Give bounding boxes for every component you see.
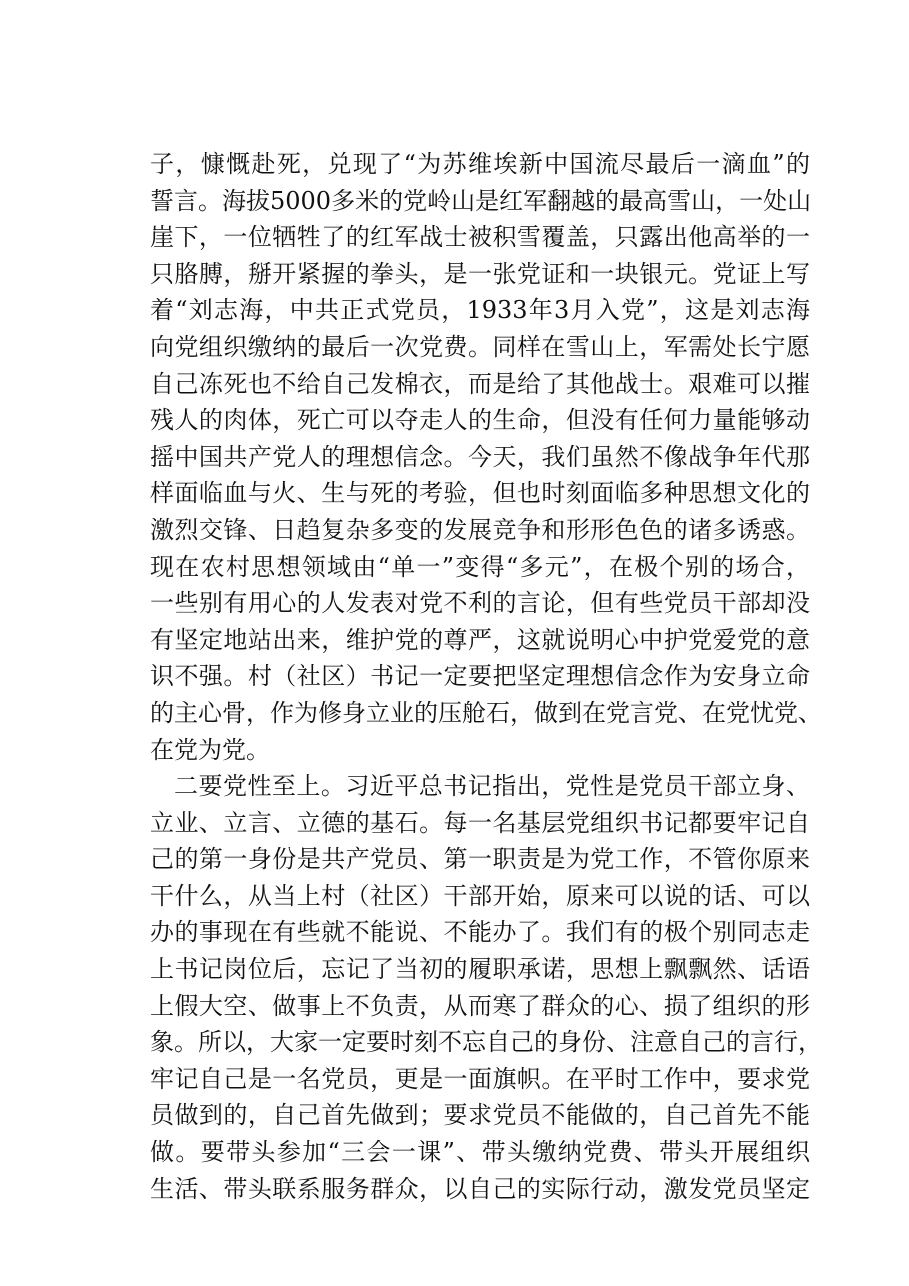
text-line: 牢记自己是一名党员，更是一面旗帜。在平时工作中，要求党 <box>150 1064 810 1093</box>
section-heading-line: 二要党性至上。习近平总书记指出，党性是党员干部立身、 <box>174 772 810 801</box>
text-line: 样面临血与火、生与死的考验，但也时刻面临多种思想文化的 <box>150 479 810 508</box>
text-line: 己的第一身份是共产党员、第一职责是为党工作，不管你原来 <box>150 845 810 874</box>
text-line: 激烈交锋、日趋复杂多变的发展竞争和形形色色的诸多诱惑。 <box>150 515 810 544</box>
text-line: 誓言。海拔5000多米的党岭山是红军翻越的最高雪山，一处山 <box>150 186 812 215</box>
text-line: 有坚定地站出来，维护党的尊严，这就说明心中护党爱党的意 <box>150 625 810 654</box>
text-line: 自己冻死也不给自己发棉衣，而是给了其他战士。艰难可以摧 <box>150 369 810 398</box>
text-line: 着“刘志海，中共正式党员，1933年3月入党”，这是刘志海 <box>150 296 810 325</box>
text-line: 立业、立言、立德的基石。每一名基层党组织书记都要牢记自 <box>150 808 810 837</box>
text-line: 识不强。村（社区）书记一定要把坚定理想信念作为安身立命 <box>150 662 810 691</box>
text-line: 崖下，一位牺牲了的红军战士被积雪覆盖，只露出他高举的一 <box>150 223 810 252</box>
text-line: 做。要带头参加“三会一课”、带头缴纳党费、带头开展组织 <box>150 1138 810 1167</box>
text-line: 的主心骨，作为修身立业的压舱石，做到在党言党、在党忧党、 <box>150 698 822 727</box>
text-line: 子，慷慨赴死，兑现了“为苏维埃新中国流尽最后一滴血”的 <box>150 150 810 178</box>
text-line: 象。所以，大家一定要时刻不忘自己的身份、注意自己的言行， <box>150 1028 822 1057</box>
body-text <box>150 146 822 1207</box>
text-line: 干什么，从当上村（社区）干部开始，原来可以说的话、可以 <box>150 881 810 910</box>
text-line: 员做到的，自己首先做到；要求党员不能做的，自己首先不能 <box>150 1101 810 1130</box>
text-line: 一些别有用心的人发表对党不利的言论，但有些党员干部却没 <box>150 589 810 618</box>
text-line: 现在农村思想领域由“单一”变得“多元”，在极个别的场合， <box>150 552 810 581</box>
text-line: 办的事现在有些就不能说、不能办了。我们有的极个别同志走 <box>150 918 810 947</box>
text-line: 向党组织缴纳的最后一次党费。同样在雪山上，军需处长宁愿 <box>150 332 810 361</box>
text-line: 生活、带头联系服务群众，以自己的实际行动，激发党员坚定 <box>150 1174 810 1203</box>
text-line: 只胳膊，掰开紧握的拳头，是一张党证和一块银元。党证上写 <box>150 259 810 288</box>
paragraph-end-line: 在党为党。 <box>150 735 270 764</box>
text-line: 残人的肉体，死亡可以夺走人的生命，但没有任何力量能够动 <box>150 406 810 435</box>
text-line: 上书记岗位后，忘记了当初的履职承诺，思想上飘飘然、话语 <box>150 955 810 984</box>
text-line: 上假大空、做事上不负责，从而寒了群众的心、损了组织的形 <box>150 991 810 1020</box>
text-line: 摇中国共产党人的理想信念。今天，我们虽然不像战争年代那 <box>150 442 810 471</box>
